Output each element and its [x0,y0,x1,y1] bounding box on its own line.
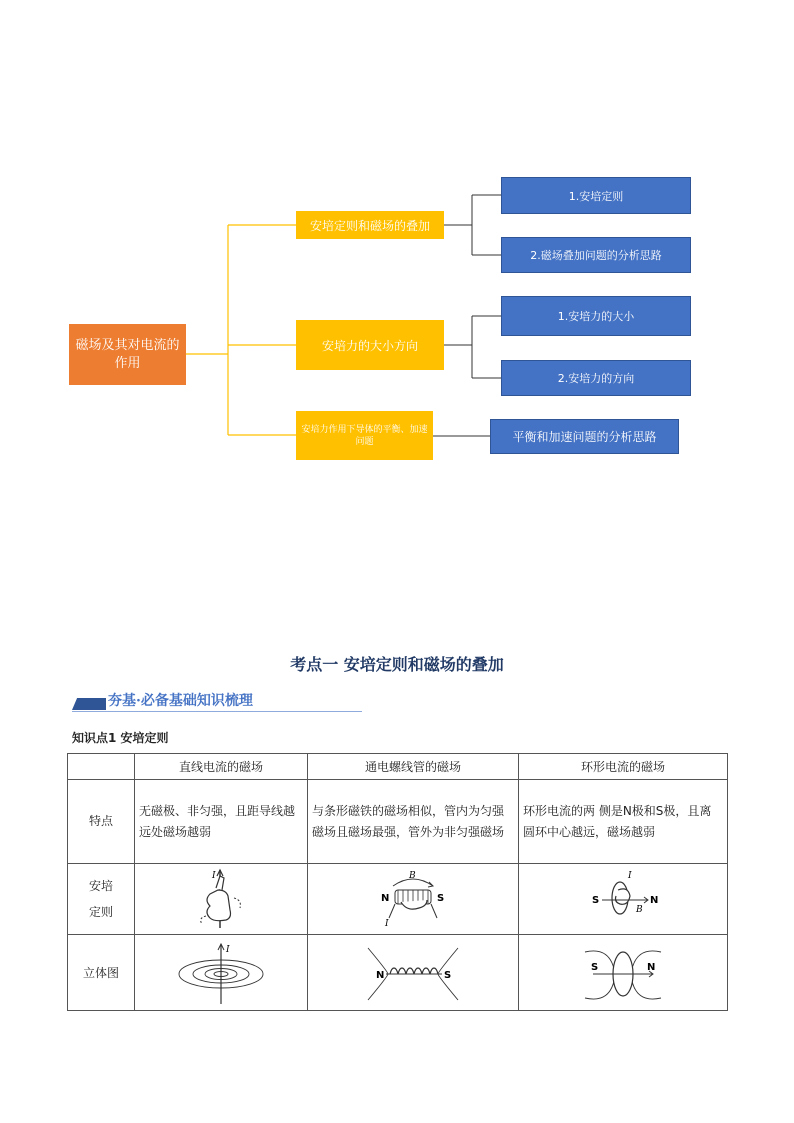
row-label-solid: 立体图 [68,935,135,1011]
right-hand-straight-figure [186,868,256,930]
solid-straight-cell [135,935,308,1011]
row-label-ampere [68,864,135,935]
label-current-solid: I [226,944,230,955]
ampere-solenoid-cell [308,864,519,935]
row-label-ampere-1: 安培 [88,879,113,893]
knowledge-point-title: 知识点1 安培定则 [72,731,169,745]
label-south-solenoid: S [444,969,452,981]
label-north-solenoid: N [376,969,385,981]
loop-field-figure [573,940,673,1006]
feature-straight: 无磁极、非匀强，且距导线越远处磁场越弱 [135,780,308,864]
leaf-equilibrium-analysis: 平衡和加速问题的分析思路 [490,419,679,454]
label-current-2: I [385,919,389,929]
header-loop: 环形电流的磁场 [519,754,728,780]
label-current-loop: I [628,871,632,881]
label-north: N [381,893,390,904]
straight-field-figure [171,940,271,1006]
branch-equilibrium: 安培力作用下导体的平衡、加速问题 [296,411,433,460]
leaf-superposition: 2.磁场叠加问题的分析思路 [501,237,691,273]
label-north-loop: N [650,895,659,906]
ampere-loop-cell [519,864,728,935]
ampere-straight-cell [135,864,308,935]
label-south: S [437,893,445,904]
row-label-features: 特点 [68,780,135,864]
table-row-ampere [68,864,728,935]
mindmap-root: 磁场及其对电流的作用 [69,324,186,385]
label-north-ring: N [647,961,656,973]
feature-solenoid: 与条形磁铁的磁场相似，管内为匀强磁场且磁场最强，管外为非匀强磁场 [308,780,519,864]
leaf-force-magnitude: 1.安培力的大小 [501,296,691,336]
section-band [72,690,362,714]
band-title: 夯基·必备基础知识梳理 [108,693,253,709]
label-field-loop: B [636,905,643,915]
solenoid-field-figure [358,940,468,1006]
label-south-ring: S [591,961,599,973]
leaf-force-direction: 2.安培力的方向 [501,360,691,396]
feature-loop: 环形电流的两 侧是N极和S极，且离圆环中心越远，磁场越弱 [519,780,728,864]
branch-ampere-rule: 安培定则和磁场的叠加 [296,211,444,239]
label-south-loop: S [592,895,600,906]
ampere-rule-table [67,753,728,1011]
section-title: 考点一 安培定则和磁场的叠加 [290,655,504,674]
header-straight: 直线电流的磁场 [135,754,308,780]
band-marker [72,698,106,710]
table-row-solid [68,935,728,1011]
header-solenoid: 通电螺线管的磁场 [308,754,519,780]
leaf-ampere-rule: 1.安培定则 [501,177,691,214]
solid-solenoid-cell [308,935,519,1011]
branch-ampere-force: 安培力的大小方向 [296,320,444,370]
band-underline [72,711,362,712]
table-row-features [68,780,728,864]
row-label-ampere-2: 定则 [88,905,113,919]
table-header-row [68,754,728,780]
label-field: B [409,871,416,881]
solid-loop-cell [519,935,728,1011]
header-empty [68,754,135,780]
right-hand-solenoid-figure [363,868,463,930]
right-hand-loop-figure [578,868,668,930]
label-current: I [212,871,216,881]
